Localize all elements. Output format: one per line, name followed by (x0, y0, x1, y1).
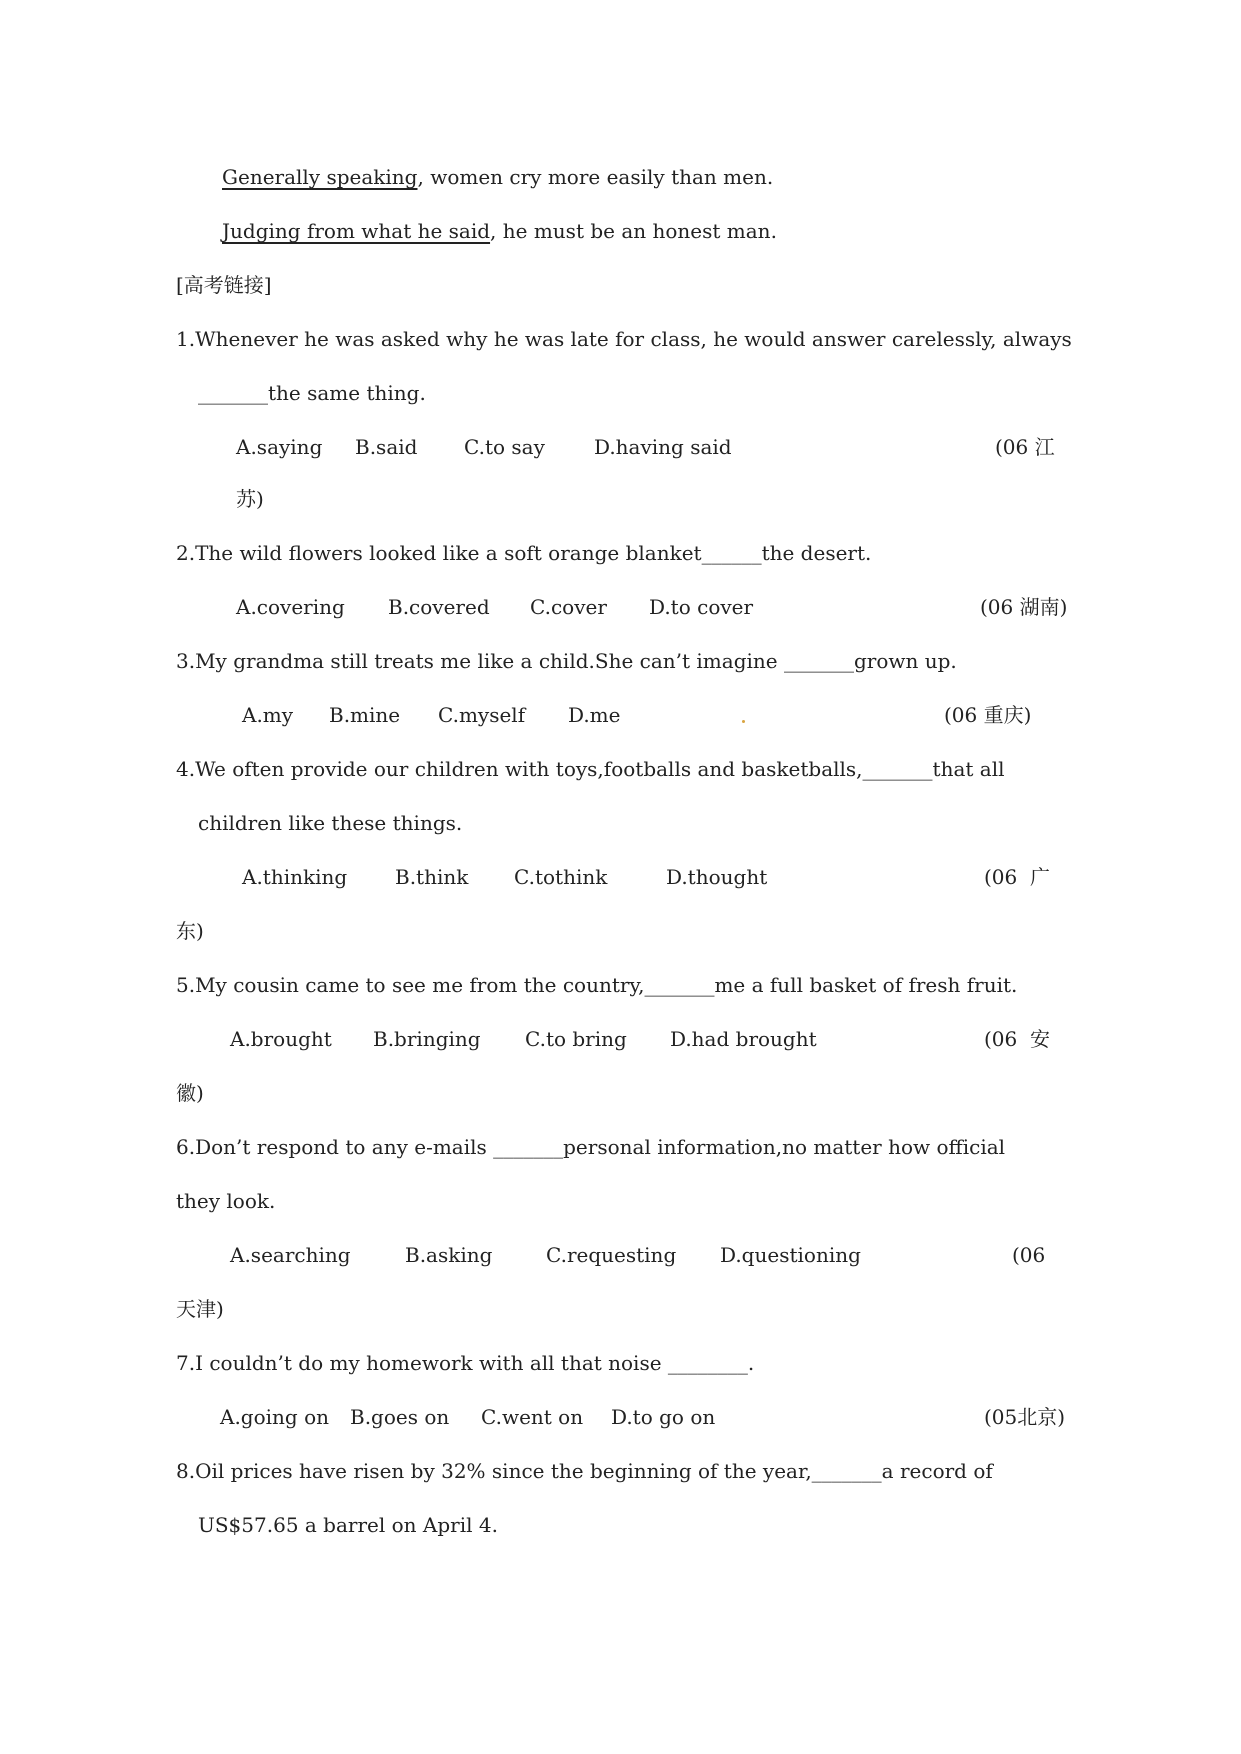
question-4-source-cont: 东) (176, 919, 204, 943)
question-6-source-cont: 天津) (176, 1297, 224, 1321)
question-8-line-2: US$57.65 a barrel on April 4. (198, 1513, 498, 1537)
question-6-option-a: A.searching (230, 1243, 351, 1267)
question-1-line-2: _______the same thing. (198, 381, 426, 405)
question-2-option-b: B.covered (388, 595, 490, 619)
question-4-option-b: B.think (395, 865, 469, 889)
question-4-option-d: D.thought (666, 865, 768, 889)
question-7-option-d: D.to go on (611, 1405, 716, 1429)
question-7-option-b: B.goes on (350, 1405, 450, 1429)
question-3-option-b: B.mine (329, 703, 401, 727)
example-2-underlined: Judging from what he said (222, 219, 491, 243)
question-4-option-a: A.thinking (242, 865, 348, 889)
example-1-underlined: Generally speaking (222, 165, 418, 189)
question-8-line-1: 8.Oil prices have risen by 32% since the beginning of the year,_______a record of (176, 1459, 993, 1483)
question-5-option-c: C.to bring (525, 1027, 627, 1051)
question-2-line-1: 2.The wild flowers looked like a soft orange blanket______the desert. (176, 541, 872, 565)
question-1-line-1: 1.Whenever he was asked why he was late for class, he would answer carelessly, always (176, 327, 1072, 351)
question-2-option-c: C.cover (530, 595, 607, 619)
question-4-source: (06 广 (984, 865, 1050, 889)
question-3-source: (06 重庆) (944, 703, 1032, 727)
question-4-option-c: C.tothink (514, 865, 608, 889)
question-6-option-c: C.requesting (546, 1243, 677, 1267)
example-2 (222, 218, 777, 244)
question-6-source: (06 (1012, 1243, 1046, 1267)
example-2-rest: , he must be an honest man. (490, 219, 777, 243)
question-2-option-a: A.covering (236, 595, 345, 619)
question-3-line-1: 3.My grandma still treats me like a child.She can’t imagine _______grown up. (176, 649, 957, 673)
question-1-source-cont: 苏) (236, 487, 264, 511)
question-7-option-a: A.going on (220, 1405, 330, 1429)
question-7-source: (05北京) (984, 1405, 1066, 1429)
question-1-source: (06 江 (995, 435, 1055, 459)
question-5-option-a: A.brought (230, 1027, 332, 1051)
question-5-option-b: B.bringing (373, 1027, 481, 1051)
question-6-option-d: D.questioning (720, 1243, 861, 1267)
question-4-line-1: 4.We often provide our children with toys,footballs and basketballs,_______that all (176, 757, 1005, 781)
question-6-line-1: 6.Don’t respond to any e-mails _______personal information,no matter how official (176, 1135, 1006, 1159)
question-1-option-a: A.saying (236, 435, 323, 459)
question-6-line-2: they look. (176, 1189, 276, 1213)
question-1-option-d: D.having said (594, 435, 732, 459)
question-2-option-d: D.to cover (649, 595, 754, 619)
question-4-line-2: children like these things. (198, 811, 463, 835)
question-7-option-c: C.went on (481, 1405, 584, 1429)
example-1 (222, 164, 773, 190)
question-3-option-d: D.me (568, 703, 621, 727)
question-6-option-b: B.asking (405, 1243, 493, 1267)
stray-dot-mark (742, 720, 745, 723)
question-3-option-a: A.my (242, 703, 294, 727)
question-1-option-b: B.said (355, 435, 418, 459)
question-7-line-1: 7.I couldn’t do my homework with all that noise ________. (176, 1351, 755, 1375)
question-1-option-c: C.to say (464, 435, 545, 459)
question-5-source: (06 安 (984, 1027, 1050, 1051)
question-5-source-cont: 徽) (176, 1081, 204, 1105)
section-title: [高考链接] (176, 273, 272, 297)
question-5-option-d: D.had brought (670, 1027, 817, 1051)
example-1-rest: , women cry more easily than men. (417, 165, 774, 189)
question-5-line-1: 5.My cousin came to see me from the country,_______me a full basket of fresh fruit. (176, 973, 1018, 997)
question-3-option-c: C.myself (438, 703, 526, 727)
question-2-source: (06 湖南) (980, 595, 1068, 619)
